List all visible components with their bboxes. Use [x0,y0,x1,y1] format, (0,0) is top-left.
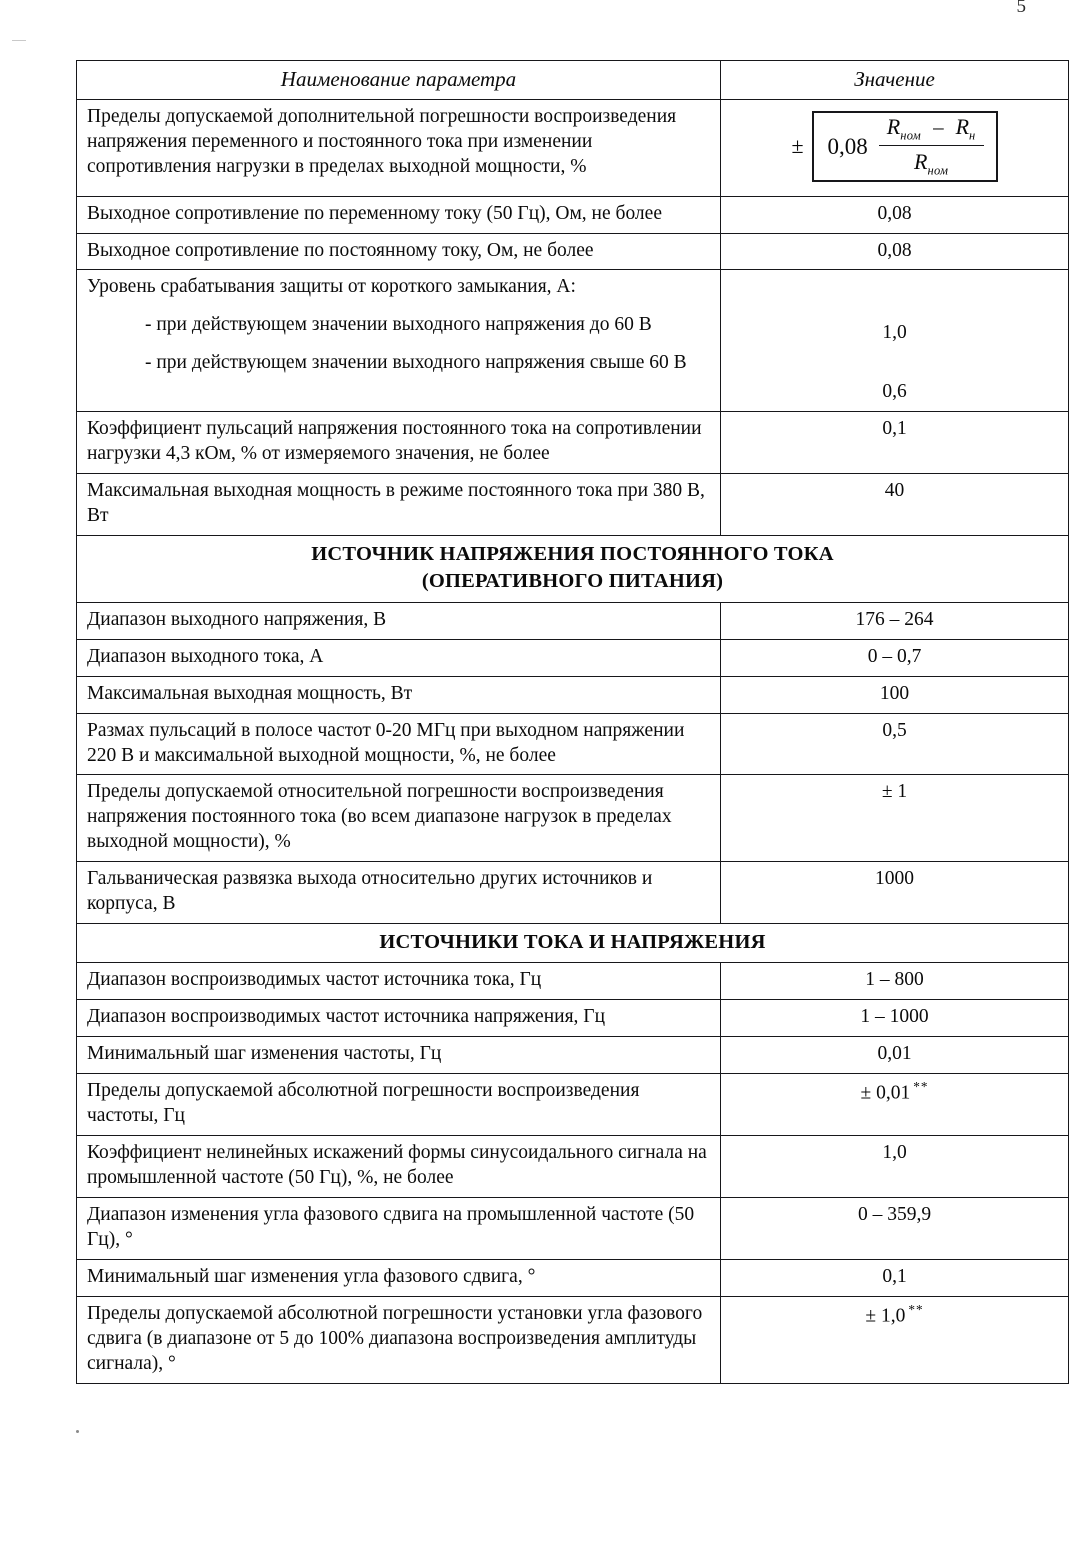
section-header-row [77,924,1069,963]
row-parameter: Максимальная выходная мощность, Вт [77,676,721,713]
page-speck [76,1430,79,1433]
row-parameter-multiline [77,270,721,412]
section-title-line-1: ИСТОЧНИКИ ТОКА И НАПРЯЖЕНИЯ [379,931,766,954]
protection-heading: Уровень срабатывания защиты от короткого замыкания, А: [87,276,576,298]
header-parameter: Наименование параметра [77,61,721,100]
table-row [77,1260,1069,1297]
row-parameter: Выходное сопротивление по постоянному току, Ом, не более [77,233,721,270]
row-value: 1000 [721,862,1069,924]
row-value: 0,1 [721,412,1069,474]
row-value: ± 1,0 [865,1305,906,1327]
row-value: 1,0 [721,1136,1069,1198]
table-row [77,1198,1069,1260]
row-parameter: Пределы допускаемой абсолютной погрешности воспроизведения частоты, Гц [77,1074,721,1136]
row-value: 0 – 0,7 [721,639,1069,676]
protection-value-1: 1,0 [882,322,907,344]
row-parameter: Диапазон воспроизводимых частот источника тока, Гц [77,963,721,1000]
section-header-current-voltage-sources [77,924,1069,963]
row-parameter: Выходное сопротивление по переменному току (50 Гц), Ом, не более [77,196,721,233]
footnote-marker: ** [913,1079,929,1095]
fraction-denominator: $R_{ном}$ [914,149,949,178]
row-value: 0 – 359,9 [721,1198,1069,1260]
page-corner-mark [12,40,26,41]
row-value: 1 – 800 [721,963,1069,1000]
row-value: 176 – 264 [721,602,1069,639]
table-row [77,474,1069,536]
protection-value-2: 0,6 [882,381,907,403]
row-value: 0,08 [721,196,1069,233]
row-parameter: Диапазон воспроизводимых частот источника напряжения, Гц [77,1000,721,1037]
page-number: 5 [1016,0,1026,17]
row-parameter: Пределы допускаемой абсолютной погрешности установки угла фазового сдвига (в диапазоне от 5 до 100% диапазона воспроизведения амплитуды сигнала), ° [77,1297,721,1384]
error-limit-formula [731,105,1058,190]
table-row [77,412,1069,474]
row-value-with-footnote [721,1297,1069,1384]
row-value-pair [721,270,1069,412]
section-title-line-1: ИСТОЧНИК НАПРЯЖЕНИЯ ПОСТОЯННОГО ТОКА [311,543,834,566]
table-row [77,99,1069,196]
formula-brackets [812,111,998,182]
row-parameter: Диапазон выходного тока, А [77,639,721,676]
table-header-row [77,61,1069,100]
table-row [77,1297,1069,1384]
numerator-term-1: $R_{ном}$ [886,113,922,143]
row-value: ± 0,01 [860,1082,911,1104]
row-value: 1 – 1000 [721,1000,1069,1037]
fraction-numerator [879,114,984,146]
table-row [77,1037,1069,1074]
row-parameter: Пределы допускаемой относительной погрешности воспроизведения напряжения постоянного тока (во всем диапазоне нагрузок в пределах выходной мощности), % [77,775,721,862]
row-parameter: Минимальный шаг изменения угла фазового сдвига, ° [77,1260,721,1297]
row-parameter: Коэффициент нелинейных искажений формы синусоидального сигнала на промышленной частоте (50 Гц), %, не более [77,1136,721,1198]
row-parameter: Гальваническая развязка выхода относительно других источников и корпуса, В [77,862,721,924]
row-value: ± 1 [721,775,1069,862]
table-row [77,602,1069,639]
section-header-dc-source [77,536,1069,603]
plus-minus-symbol: ± [791,133,804,159]
numerator-term-2: $R_н$ [955,113,976,143]
formula-fraction [879,114,984,179]
table-row [77,713,1069,775]
table-row [77,1000,1069,1037]
table-row [77,1136,1069,1198]
protection-subitem-2: - при действующем значении выходного напряжения свыше 60 В [145,352,687,374]
table-row [77,196,1069,233]
row-parameter: Диапазон выходного напряжения, В [77,602,721,639]
protection-subitem-1: - при действующем значении выходного напряжения до 60 В [145,314,652,336]
table-row [77,862,1069,924]
specifications-table [76,60,1069,1384]
row-value: 40 [721,474,1069,536]
section-title-line-2: (ОПЕРАТИВНОГО ПИТАНИЯ) [421,570,724,593]
row-parameter: Пределы допускаемой дополнительной погрешности воспроизведения напряжения переменного и постоянного тока при изменении сопротивления нагрузки в пределах выходной мощности, % [77,99,721,196]
row-value: 100 [721,676,1069,713]
row-parameter: Минимальный шаг изменения частоты, Гц [77,1037,721,1074]
row-parameter: Коэффициент пульсаций напряжения постоянного тока на сопротивлении нагрузки 4,3 кОм, % от измеряемого значения, не более [77,412,721,474]
row-parameter: Максимальная выходная мощность в режиме постоянного тока при 380 В, Вт [77,474,721,536]
row-value: 0,1 [721,1260,1069,1297]
row-value: 0,5 [721,713,1069,775]
footnote-marker: ** [908,1302,924,1317]
table-row [77,639,1069,676]
table-row [77,775,1069,862]
minus-operator: – [933,114,944,139]
row-parameter: Размах пульсаций в полосе частот 0-20 МГц при выходном напряжении 220 В и максимальной выходной мощности, %, не более [77,713,721,775]
table-row [77,233,1069,270]
row-parameter: Диапазон изменения угла фазового сдвига на промышленной частоте (50 Гц), ° [77,1198,721,1260]
table-row [77,676,1069,713]
row-value: 0,01 [721,1037,1069,1074]
table-row [77,1074,1069,1136]
section-header-row [77,536,1069,603]
row-value-formula [721,99,1069,196]
row-value-with-footnote [721,1074,1069,1136]
header-value: Значение [721,61,1069,100]
table-row [77,963,1069,1000]
table-row-short-circuit [77,270,1069,412]
row-value: 0,08 [721,233,1069,270]
formula-coefficient: 0,08 [827,133,868,159]
